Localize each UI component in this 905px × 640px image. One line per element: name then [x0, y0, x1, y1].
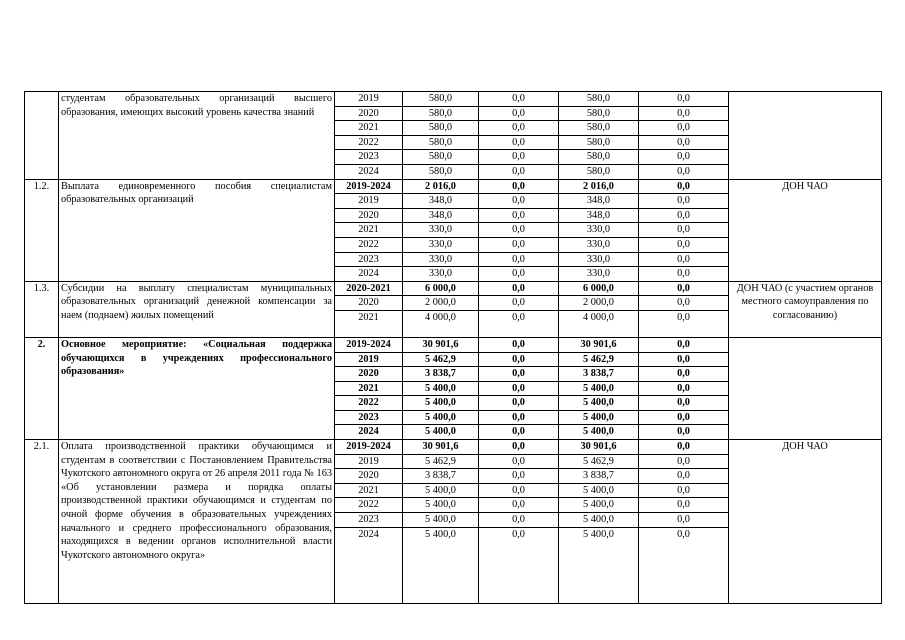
- year-cell: 2023: [335, 513, 403, 528]
- regional-budget-cell: 580,0: [559, 164, 639, 179]
- year-cell: 2024: [335, 267, 403, 282]
- other-sources-cell: 0,0: [639, 281, 729, 296]
- table-row: [25, 440, 882, 455]
- executor-cell: ДОН ЧАО (с участием органов местного самоуправления по согласованию): [729, 281, 882, 337]
- other-sources-cell: 0,0: [639, 483, 729, 498]
- item-number: 1.3.: [25, 281, 59, 337]
- total-amount-cell: 30 901,6: [403, 337, 479, 352]
- total-amount-cell: 6 000,0: [403, 281, 479, 296]
- total-amount-cell: 4 000,0: [403, 310, 479, 337]
- item-description: Субсидии на выплату специалистам муниципальных образовательных организаций денежной компенсации за наем (поднаем) жилых помещений: [59, 281, 335, 337]
- regional-budget-cell: 3 838,7: [559, 367, 639, 382]
- other-sources-cell: 0,0: [639, 367, 729, 382]
- year-cell: 2022: [335, 498, 403, 513]
- other-sources-cell: 0,0: [639, 498, 729, 513]
- other-sources-cell: 0,0: [639, 410, 729, 425]
- regional-budget-cell: 5 462,9: [559, 352, 639, 367]
- regional-budget-cell: 330,0: [559, 267, 639, 282]
- federal-budget-cell: 0,0: [479, 513, 559, 528]
- table-row: [25, 281, 882, 296]
- other-sources-cell: 0,0: [639, 121, 729, 136]
- federal-budget-cell: 0,0: [479, 296, 559, 311]
- federal-budget-cell: 0,0: [479, 135, 559, 150]
- regional-budget-cell: 5 400,0: [559, 381, 639, 396]
- item-description: студентам образовательных организаций высшего образования, имеющих высокий уровень качества знаний: [59, 92, 335, 180]
- total-amount-cell: 330,0: [403, 267, 479, 282]
- total-amount-cell: 3 838,7: [403, 469, 479, 484]
- other-sources-cell: 0,0: [639, 252, 729, 267]
- federal-budget-cell: 0,0: [479, 267, 559, 282]
- regional-budget-cell: 5 462,9: [559, 454, 639, 469]
- executor-cell: ДОН ЧАО: [729, 179, 882, 281]
- year-cell: 2024: [335, 527, 403, 603]
- year-cell: 2020: [335, 208, 403, 223]
- regional-budget-cell: 3 838,7: [559, 469, 639, 484]
- year-cell: 2021: [335, 223, 403, 238]
- federal-budget-cell: 0,0: [479, 164, 559, 179]
- regional-budget-cell: 330,0: [559, 252, 639, 267]
- regional-budget-cell: 5 400,0: [559, 498, 639, 513]
- executor-cell: ДОН ЧАО: [729, 440, 882, 604]
- regional-budget-cell: 580,0: [559, 150, 639, 165]
- item-description: Оплата производственной практики обучающимся и студентам в соответствии с Постановлением Правительства Чукотского автономного округа от 26 апреля 2011 года № 163 «Об установлении размера и порядка оплаты производственной практики обучающимся и студентам по очной форме обучения в образовательных учреждениях начального и среднего профессионального образования, находящихся в ведении органов исполнительной власти Чукотского автономного округа»: [59, 440, 335, 604]
- regional-budget-cell: 330,0: [559, 237, 639, 252]
- other-sources-cell: 0,0: [639, 469, 729, 484]
- year-cell: 2019-2024: [335, 337, 403, 352]
- year-cell: 2020-2021: [335, 281, 403, 296]
- total-amount-cell: 2 000,0: [403, 296, 479, 311]
- other-sources-cell: 0,0: [639, 513, 729, 528]
- other-sources-cell: 0,0: [639, 267, 729, 282]
- year-cell: 2019: [335, 194, 403, 209]
- regional-budget-cell: 4 000,0: [559, 310, 639, 337]
- other-sources-cell: 0,0: [639, 223, 729, 238]
- item-description: Основное мероприятие: «Социальная поддержка обучающихся в учреждениях профессионального образования»: [59, 337, 335, 439]
- federal-budget-cell: 0,0: [479, 425, 559, 440]
- total-amount-cell: 348,0: [403, 194, 479, 209]
- federal-budget-cell: 0,0: [479, 483, 559, 498]
- total-amount-cell: 5 400,0: [403, 425, 479, 440]
- regional-budget-cell: 6 000,0: [559, 281, 639, 296]
- federal-budget-cell: 0,0: [479, 454, 559, 469]
- total-amount-cell: 348,0: [403, 208, 479, 223]
- year-cell: 2021: [335, 121, 403, 136]
- other-sources-cell: 0,0: [639, 425, 729, 440]
- total-amount-cell: 580,0: [403, 135, 479, 150]
- other-sources-cell: 0,0: [639, 454, 729, 469]
- regional-budget-cell: 5 400,0: [559, 483, 639, 498]
- year-cell: 2019: [335, 352, 403, 367]
- federal-budget-cell: 0,0: [479, 410, 559, 425]
- other-sources-cell: 0,0: [639, 92, 729, 107]
- total-amount-cell: 330,0: [403, 237, 479, 252]
- other-sources-cell: 0,0: [639, 396, 729, 411]
- regional-budget-cell: 348,0: [559, 194, 639, 209]
- year-cell: 2020: [335, 106, 403, 121]
- federal-budget-cell: 0,0: [479, 237, 559, 252]
- regional-budget-cell: 5 400,0: [559, 527, 639, 603]
- total-amount-cell: 30 901,6: [403, 440, 479, 455]
- federal-budget-cell: 0,0: [479, 281, 559, 296]
- item-number: 2.: [25, 337, 59, 439]
- item-number: 2.1.: [25, 440, 59, 604]
- total-amount-cell: 5 400,0: [403, 410, 479, 425]
- year-cell: 2020: [335, 469, 403, 484]
- other-sources-cell: 0,0: [639, 352, 729, 367]
- year-cell: 2019: [335, 454, 403, 469]
- year-cell: 2023: [335, 410, 403, 425]
- regional-budget-cell: 330,0: [559, 223, 639, 238]
- year-cell: 2022: [335, 135, 403, 150]
- item-number: 1.2.: [25, 179, 59, 281]
- regional-budget-cell: 5 400,0: [559, 513, 639, 528]
- executor-cell: [729, 92, 882, 180]
- federal-budget-cell: 0,0: [479, 498, 559, 513]
- federal-budget-cell: 0,0: [479, 252, 559, 267]
- other-sources-cell: 0,0: [639, 381, 729, 396]
- federal-budget-cell: 0,0: [479, 150, 559, 165]
- table-row: [25, 179, 882, 194]
- federal-budget-cell: 0,0: [479, 121, 559, 136]
- total-amount-cell: 5 400,0: [403, 498, 479, 513]
- year-cell: 2022: [335, 237, 403, 252]
- regional-budget-cell: 30 901,6: [559, 337, 639, 352]
- regional-budget-cell: 30 901,6: [559, 440, 639, 455]
- executor-cell: [729, 337, 882, 439]
- total-amount-cell: 580,0: [403, 106, 479, 121]
- other-sources-cell: 0,0: [639, 164, 729, 179]
- regional-budget-cell: 5 400,0: [559, 410, 639, 425]
- other-sources-cell: 0,0: [639, 208, 729, 223]
- year-cell: 2024: [335, 425, 403, 440]
- federal-budget-cell: 0,0: [479, 352, 559, 367]
- federal-budget-cell: 0,0: [479, 106, 559, 121]
- other-sources-cell: 0,0: [639, 194, 729, 209]
- total-amount-cell: 5 400,0: [403, 483, 479, 498]
- federal-budget-cell: 0,0: [479, 469, 559, 484]
- total-amount-cell: 580,0: [403, 150, 479, 165]
- total-amount-cell: 580,0: [403, 121, 479, 136]
- total-amount-cell: 5 400,0: [403, 381, 479, 396]
- year-cell: 2019-2024: [335, 179, 403, 194]
- total-amount-cell: 580,0: [403, 92, 479, 107]
- regional-budget-cell: 5 400,0: [559, 396, 639, 411]
- other-sources-cell: 0,0: [639, 150, 729, 165]
- year-cell: 2021: [335, 483, 403, 498]
- year-cell: 2024: [335, 164, 403, 179]
- federal-budget-cell: 0,0: [479, 527, 559, 603]
- year-cell: 2019-2024: [335, 440, 403, 455]
- total-amount-cell: 5 400,0: [403, 527, 479, 603]
- total-amount-cell: 330,0: [403, 223, 479, 238]
- regional-budget-cell: 580,0: [559, 121, 639, 136]
- year-cell: 2023: [335, 252, 403, 267]
- regional-budget-cell: 2 016,0: [559, 179, 639, 194]
- federal-budget-cell: 0,0: [479, 396, 559, 411]
- other-sources-cell: 0,0: [639, 179, 729, 194]
- other-sources-cell: 0,0: [639, 106, 729, 121]
- regional-budget-cell: 580,0: [559, 106, 639, 121]
- table-row: [25, 92, 882, 107]
- total-amount-cell: 5 400,0: [403, 513, 479, 528]
- regional-budget-cell: 2 000,0: [559, 296, 639, 311]
- total-amount-cell: 330,0: [403, 252, 479, 267]
- other-sources-cell: 0,0: [639, 310, 729, 337]
- total-amount-cell: 580,0: [403, 164, 479, 179]
- other-sources-cell: 0,0: [639, 135, 729, 150]
- regional-budget-cell: 5 400,0: [559, 425, 639, 440]
- year-cell: 2020: [335, 367, 403, 382]
- year-cell: 2020: [335, 296, 403, 311]
- federal-budget-cell: 0,0: [479, 440, 559, 455]
- federal-budget-cell: 0,0: [479, 223, 559, 238]
- year-cell: 2019: [335, 92, 403, 107]
- total-amount-cell: 5 462,9: [403, 454, 479, 469]
- regional-budget-cell: 580,0: [559, 135, 639, 150]
- other-sources-cell: 0,0: [639, 527, 729, 603]
- year-cell: 2021: [335, 381, 403, 396]
- year-cell: 2021: [335, 310, 403, 337]
- federal-budget-cell: 0,0: [479, 179, 559, 194]
- regional-budget-cell: 348,0: [559, 208, 639, 223]
- total-amount-cell: 5 400,0: [403, 396, 479, 411]
- federal-budget-cell: 0,0: [479, 208, 559, 223]
- other-sources-cell: 0,0: [639, 237, 729, 252]
- item-description: Выплата единовременного пособия специалистам образовательных организаций: [59, 179, 335, 281]
- total-amount-cell: 2 016,0: [403, 179, 479, 194]
- item-number: [25, 92, 59, 180]
- federal-budget-cell: 0,0: [479, 337, 559, 352]
- federal-budget-cell: 0,0: [479, 310, 559, 337]
- table-row: [25, 337, 882, 352]
- federal-budget-cell: 0,0: [479, 367, 559, 382]
- federal-budget-cell: 0,0: [479, 194, 559, 209]
- regional-budget-cell: 580,0: [559, 92, 639, 107]
- total-amount-cell: 5 462,9: [403, 352, 479, 367]
- total-amount-cell: 3 838,7: [403, 367, 479, 382]
- year-cell: 2023: [335, 150, 403, 165]
- program-financing-table: [24, 91, 882, 604]
- other-sources-cell: 0,0: [639, 337, 729, 352]
- year-cell: 2022: [335, 396, 403, 411]
- other-sources-cell: 0,0: [639, 440, 729, 455]
- other-sources-cell: 0,0: [639, 296, 729, 311]
- federal-budget-cell: 0,0: [479, 381, 559, 396]
- federal-budget-cell: 0,0: [479, 92, 559, 107]
